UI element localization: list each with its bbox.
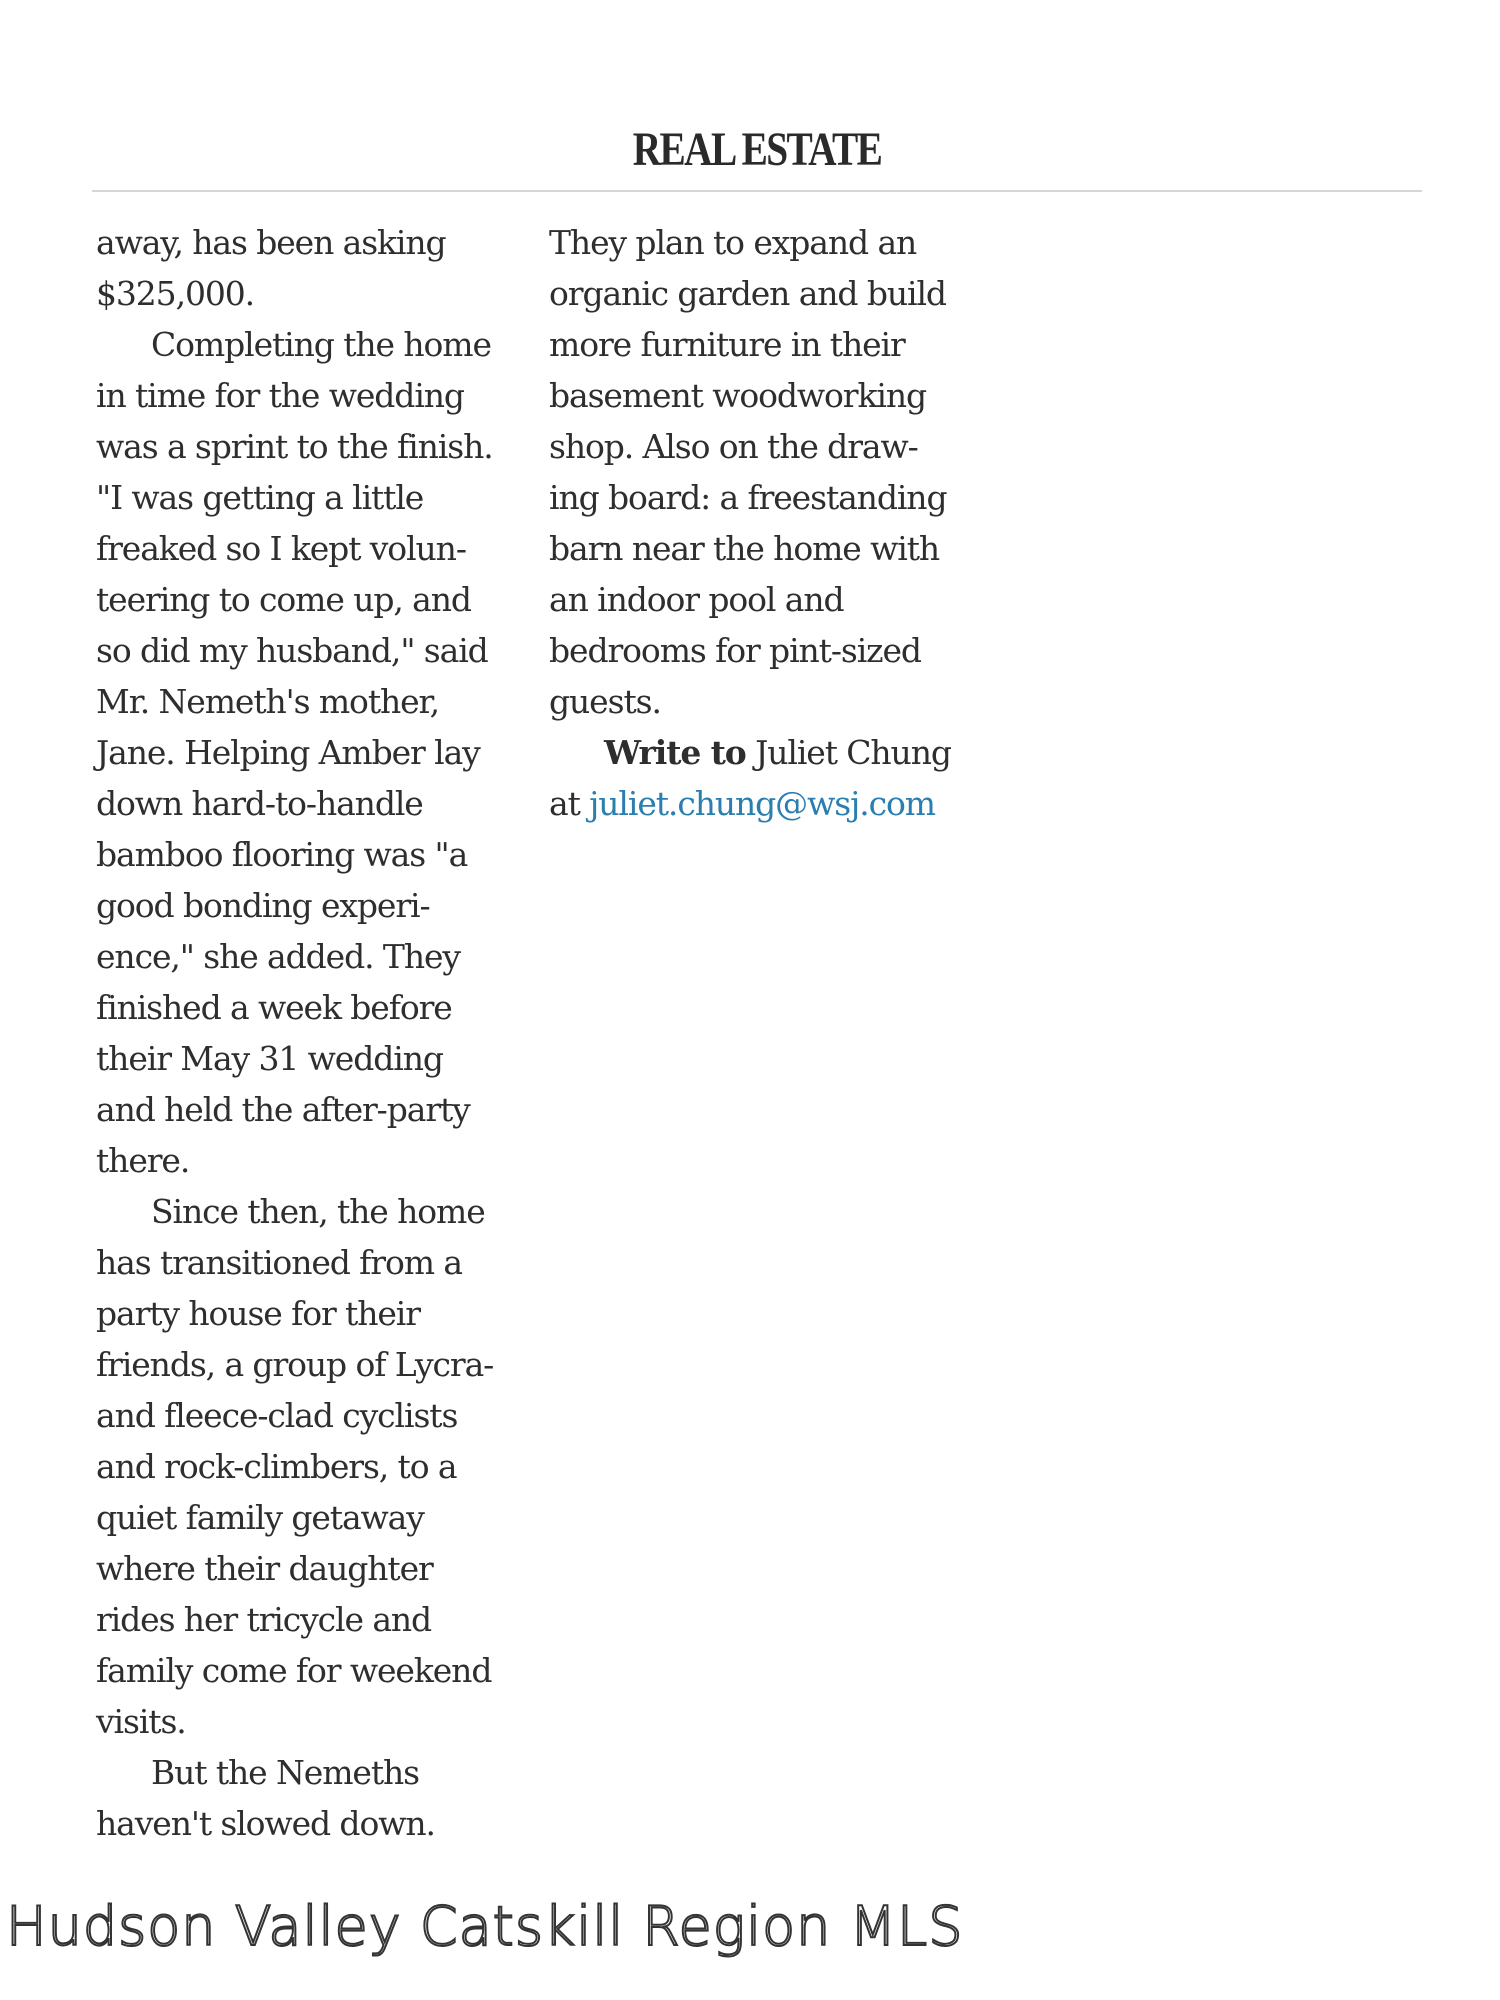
article-line: ing board: a freestanding <box>549 478 947 517</box>
article-line: and rock-climbers, to a <box>96 1447 457 1486</box>
article-line: ence," she added. They <box>96 937 460 976</box>
article-line: Jane. Helping Amber lay <box>96 733 480 772</box>
article-line: $325,000. <box>96 274 255 313</box>
mls-watermark: Hudson Valley Catskill Region MLS <box>6 1895 964 1958</box>
author-email-link[interactable]: juliet.chung@wsj.com <box>589 784 935 823</box>
article-line: has transitioned from a <box>96 1243 462 1282</box>
byline-line <box>549 727 979 778</box>
article-line: in time for the wedding <box>96 376 464 415</box>
article-line: freaked so I kept volun- <box>96 529 466 568</box>
article-line: family come for weekend <box>96 1651 492 1690</box>
article-line: more furniture in their <box>549 325 905 364</box>
article-line: "I was getting a little <box>96 478 424 517</box>
article-line: rides her tricycle and <box>96 1600 432 1639</box>
header-divider <box>92 190 1422 192</box>
article-line: barn near the home with <box>549 529 940 568</box>
article-line: But the Nemeths <box>151 1753 419 1792</box>
section-title: REAL ESTATE <box>632 123 882 176</box>
byline-author: Juliet Chung <box>745 733 951 772</box>
article-line: shop. Also on the draw- <box>549 427 918 466</box>
article-line: where their daughter <box>96 1549 433 1588</box>
article-line: finished a week before <box>96 988 452 1027</box>
article-line: Since then, the home <box>151 1192 485 1231</box>
article-line: organic garden and build <box>549 274 946 313</box>
article-line: party house for their <box>96 1294 420 1333</box>
article-line: their May 31 wedding <box>96 1039 443 1078</box>
article-line: and held the after-party <box>96 1090 470 1129</box>
article-line: was a sprint to the finish. <box>96 427 493 466</box>
byline-email-line <box>549 778 979 829</box>
article-line: away, has been asking <box>96 223 446 262</box>
article-line: teering to come up, and <box>96 580 471 619</box>
byline-label: Write to <box>604 733 746 772</box>
article-line: down hard-to-handle <box>96 784 423 823</box>
article-line: there. <box>96 1141 190 1180</box>
article-paragraph-right <box>549 217 979 727</box>
article-line: good bonding experi- <box>96 886 430 925</box>
article-line: and fleece-clad cyclists <box>96 1396 458 1435</box>
article-line: Completing the home <box>151 325 491 364</box>
article-line: They plan to expand an <box>549 223 917 262</box>
article-line: bedrooms for pint-sized <box>549 631 921 670</box>
article-line: bamboo flooring was "a <box>96 835 468 874</box>
article-line: quiet family getaway <box>96 1498 424 1537</box>
article-line: basement woodworking <box>549 376 927 415</box>
article-line: visits. <box>96 1702 186 1741</box>
article-column-left <box>96 217 516 1849</box>
article-line: an indoor pool and <box>549 580 844 619</box>
article-column-right <box>549 217 979 829</box>
article-line: guests. <box>549 682 661 721</box>
byline-at: at <box>549 784 590 823</box>
article-line: Mr. Nemeth's mother, <box>96 682 439 721</box>
article-line: so did my husband," said <box>96 631 488 670</box>
article-line: friends, a group of Lycra- <box>96 1345 494 1384</box>
article-line: haven't slowed down. <box>96 1804 435 1843</box>
